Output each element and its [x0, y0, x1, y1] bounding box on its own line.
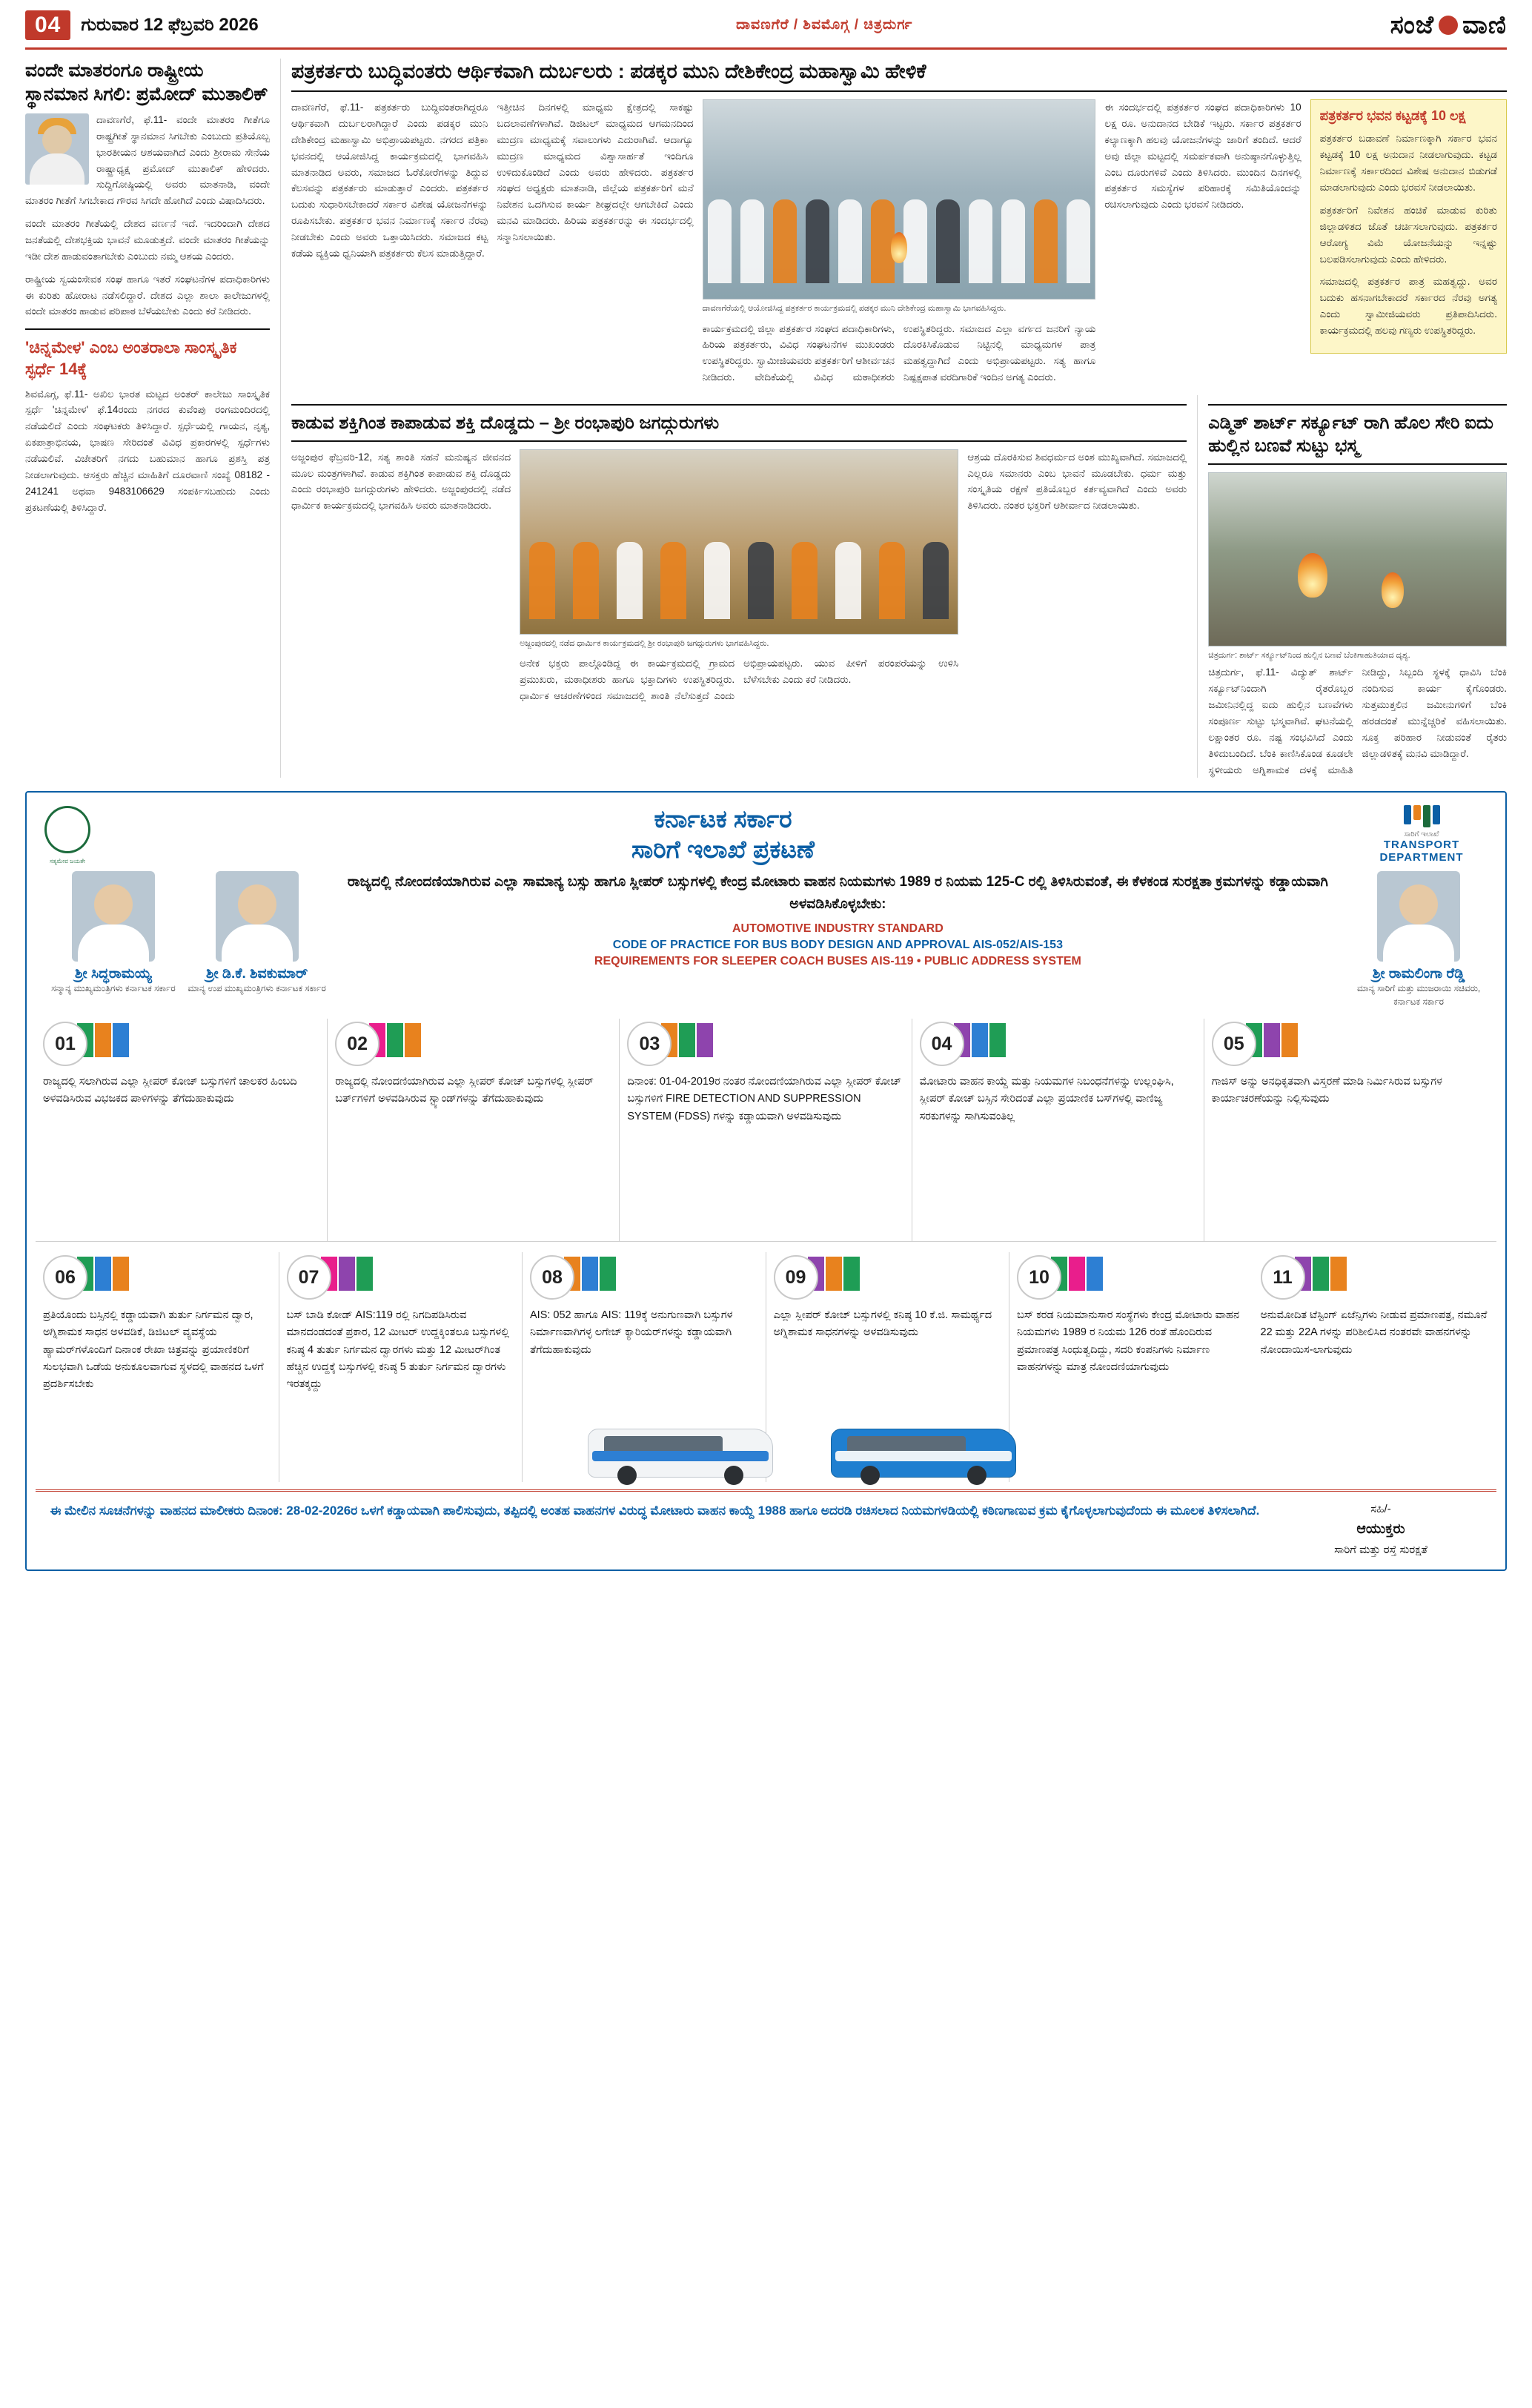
rule-number: 04: [920, 1022, 964, 1066]
story1-col-1: [291, 99, 488, 388]
dept-sub-name: ಸಾರಿಗೆ ಇಲಾಖೆ: [1404, 830, 1439, 838]
story3-headline: ಎಡ್ಮಿತ್ ಶಾರ್ಟ್ ಸರ್ಕ್ಯೂಟ್ ರಾಗಿ ಹೊಲ ಸೇರಿ ಐದು ಹುಲ್ಲಿನ ಬಣವೆ ಸುಟ್ಟು ಭಸ್ಮ: [1208, 404, 1507, 465]
second-story-row: [291, 395, 1507, 778]
story2-para-2: ಅನೇಕ ಭಕ್ತರು ಪಾಲ್ಗೊಂಡಿದ್ದ ಈ ಕಾರ್ಯಕ್ರಮದಲ್ಲಿ ಗ್ರಾಮದ ಪ್ರಮುಖರು, ಮಠಾಧೀಶರು ಹಾಗೂ ಭಕ್ತಾದಿಗಳು ಉಪಸ್ಥಿತರಿದ್ದರು. ಧಾರ್ಮಿಕ ಆಚರಣೆಗಳಿಂದ ಸಮಾಜದಲ್ಲಿ ಶಾಂತಿ ನೆಲೆಸುತ್ತದೆ ಎಂದು ಅಭಿಪ್ರಾಯಪಟ್ಟರು. ಯುವ ಪೀಳಿಗೆ ಪರಂಪರೆಯನ್ನು ಉಳಿಸಿ ಬೆಳೆಸಬೇಕು ಎಂದು ಕರೆ ನೀಡಿದರು.: [520, 658, 959, 701]
column-divider: [280, 59, 281, 778]
rule-text: ರಾಜ್ಯದಲ್ಲಿ ನೋಂದಣಿಯಾಗಿರುವ ಎಲ್ಲಾ ಸ್ಲೀಪರ್ ಕೋಚ್ ಬಸ್ಸುಗಳಲ್ಲಿ ಸ್ಲೀಪರ್ ಬರ್ತ್‌ಗಳಿಗೆ ಅಳವಡಿಸಿರುವ ಸ್ಟ್ಯಾಂಡ್‌ಗಳನ್ನು ತೆಗೆದುಹಾಕುವುದು: [335, 1076, 594, 1105]
rule-number: 08: [530, 1255, 574, 1300]
state-emblem-icon: [40, 803, 95, 865]
story2-col-1: [291, 449, 511, 704]
ad-leaders-row: [27, 871, 1505, 1008]
story1-photo: [703, 99, 1096, 300]
rule-card: [36, 1019, 328, 1241]
left-para-3: ರಾಷ್ಟ್ರೀಯ ಸ್ವಯಂಸೇವಕ ಸಂಘ ಹಾಗೂ ಇತರೆ ಸಂಘಟನೆಗಳ ಪದಾಧಿಕಾರಿಗಳು ಈ ಕುರಿತು ಹೋರಾಟ ನಡೆಸಲಿದ್ದಾರೆ. ದೇಶದ ಎಲ್ಲಾ ಶಾಲಾ ಕಾಲೇಜುಗಳಲ್ಲಿ ವಂದೇ ಮಾತರಂ ಹಾಡುವ ಪರಿಪಾಠ ಬೆಳೆಯಬೇಕು ಎಂದು ಕರೆ ನೀಡಿದರು.: [25, 273, 270, 317]
rule-text: ದಿನಾಂಕ: 01-04-2019ರ ನಂತರ ನೋಂದಣಿಯಾಗಿರುವ ಎಲ್ಲಾ ಸ್ಲೀಪರ್ ಕೋಚ್ ಬಸ್ಸುಗಳಿಗೆ FIRE DETECTION AND SUPPRESSION SYSTEM (FDSS) ಗಳನ್ನು ಕಡ್ಡಾಯವಾಗಿ ಅಳವಡಿಸುವುದು: [627, 1076, 901, 1122]
left-box-para: ಶಿವಮೊಗ್ಗ, ಫೆ.11- ಅಖಿಲ ಭಾರತ ಮಟ್ಟದ ಅಂತರ್ ಕಾಲೇಜು ಸಾಂಸ್ಕೃತಿಕ ಸ್ಪರ್ಧೆ 'ಚಿನ್ನಮೇಳ' ಫೆ.14ರಂದು ನಗರದ ಕುವೆಂಪು ರಂಗಮಂದಿರದಲ್ಲಿ ನಡೆಯಲಿದೆ ಎಂದು ಸಂಘಟಕರು ತಿಳಿಸಿದ್ದಾರೆ. ಸ್ಪರ್ಧೆಯಲ್ಲಿ ಗಾಯನ, ನೃತ್ಯ, ಏಕಪಾತ್ರಾಭಿನಯ, ಭಾಷಣ ಸೇರಿದಂತೆ ವಿವಿಧ ಪ್ರಕಾರಗಳಲ್ಲಿ ಸ್ಪರ್ಧೆಗಳು ನಡೆಯಲಿವೆ. ವಿಜೇತರಿಗೆ ನಗದು ಬಹುಮಾನ ಹಾಗೂ ಪ್ರಶಸ್ತಿ ಪತ್ರ ನೀಡಲಾಗುವುದು. ಆಸಕ್ತರು ಹೆಚ್ಚಿನ ಮಾಹಿತಿಗೆ ದೂರವಾಣಿ ಸಂಖ್ಯೆ 08182 - 241241 ಅಥವಾ 9483106629 ಸಂಪರ್ಕಿಸಬಹುದು ಎಂದು ಪ್ರಕಟಣೆಯಲ್ಲಿ ತಿಳಿಸಿದ್ದಾರೆ.: [25, 388, 270, 513]
story2-photo-caption: ಅಜ್ಜಂಪುರದಲ್ಲಿ ನಡೆದ ಧಾರ್ಮಿಕ ಕಾರ್ಯಕ್ರಮದಲ್ಲಿ ಶ್ರೀ ರಂಭಾಪುರಿ ಜಗದ್ಗುರುಗಳು ಭಾಗವಹಿಸಿದ್ದರು.: [520, 638, 769, 648]
leader-name: ಶ್ರೀ ಸಿದ್ಧರಾಮಯ್ಯ: [75, 966, 152, 982]
leader-card-cm: [42, 871, 185, 995]
ad-standard-item: REQUIREMENTS FOR SLEEPER COACH BUSES AIS-119 • PUBLIC ADDRESS SYSTEM: [594, 955, 1081, 968]
sidebox-headline: ಪತ್ರಕರ್ತರ ಭವನ ಕಟ್ಟಡಕ್ಕೆ 10 ಲಕ್ಷ: [1319, 108, 1466, 124]
leader-name: ಶ್ರೀ ರಾಮಲಿಂಗಾ ರೆಡ್ಡಿ: [1372, 966, 1465, 982]
rule-text: ಗಾಜಿಸ್ ಅನ್ನು ಅನಧಿಕೃತವಾಗಿ ವಿಸ್ತರಣೆ ಮಾಡಿ ನಿರ್ಮಿಸಿರುವ ಬಸ್ಸುಗಳ ಕಾರ್ಯಾಚರಣೆಯನ್ನು ನಿಲ್ಲಿಸುವುದು: [1211, 1076, 1442, 1105]
left-body: [25, 112, 270, 320]
rule-card: [328, 1019, 620, 1241]
story2-col-3: [967, 449, 1187, 704]
rule-number: 06: [43, 1255, 87, 1300]
bus-illustration: [588, 1415, 773, 1486]
rule-text: AIS: 052 ಹಾಗೂ AIS: 119ಕ್ಕೆ ಅನುಗುಣವಾಗಿ ಬಸ್ಸುಗಳ ನಿರ್ಮಾಣವಾಗಿಗಳ್ಳ ಲಗೇಜ್ ಕ್ಯಾರಿಯರ್‌ಗಳನ್ನು ಕಡ್ಡಾಯವಾಗಿ ತೆಗೆದುಹಾಕುವುದು: [530, 1309, 733, 1356]
ad-intro-text: ರಾಜ್ಯದಲ್ಲಿ ನೋಂದಣಿಯಾಗಿರುವ ಎಲ್ಲಾ ಸಾಮಾನ್ಯ ಬಸ್ಸು ಹಾಗೂ ಸ್ಲೀಪರ್ ಬಸ್ಸುಗಳಲ್ಲಿ ಕೇಂದ್ರ ಮೋಟಾರು ವಾಹನ ನಿಯಮಗಳು 1989 ರ ನಿಯಮ 125-C ರಲ್ಲಿ ತಿಳಿಸಿರುವಂತೆ, ಈ ಕೆಳಕಂಡ ಸುರಕ್ಷತಾ ಕ್ರಮಗಳನ್ನು ಕಡ್ಡಾಯವಾಗಿ ಅಳವಡಿಸಿಕೊಳ್ಳಬೇಕು:: [347, 874, 1328, 912]
edition-list: ದಾವಣಗೆರೆ / ಶಿವಮೊಗ್ಗ / ಚಿತ್ರದುರ್ಗ: [736, 17, 913, 33]
leader-role: ಸನ್ಮಾನ್ಯ ಮುಖ್ಯಮಂತ್ರಿಗಳು ಕರ್ನಾಟಕ ಸರ್ಕಾರ: [51, 983, 176, 994]
story2-photo-col: [520, 449, 958, 704]
left-box-body: [25, 386, 270, 516]
rule-text: ರಾಜ್ಯದಲ್ಲಿ ಸಲಾಗಿರುವ ಎಲ್ಲಾ ಸ್ಲೀಪರ್ ಕೋಚ್ ಬಸ್ಸುಗಳಿಗೆ ಚಾಲಕರ ಹಿಂಬದಿ ಅಳವಡಿಸಿರುವ ವಿಭಜಕದ ಪಾಳಿಗಳನ್ನು ತೆಗೆದುಹಾಕುವುದು: [43, 1076, 297, 1105]
story2-photo: [520, 449, 958, 635]
story1-col-2: [497, 99, 693, 388]
rule-text: ಅನುಮೋದಿತ ಟೆಸ್ಟಿಂಗ್ ಏಜೆನ್ಸಿಗಳು ನೀಡುವ ಪ್ರಮಾಣಪತ್ರ, ನಮೂನೆ 22 ಮತ್ತು 22A ಗಳನ್ನು ಪರಿಶೀಲಿಸಿದ ನಂತರವೇ ವಾಹನಗಳನ್ನು ನೋಂದಾಯಿಸ-ಲಾಗುವುದು: [1260, 1309, 1488, 1356]
leader-name: ಶ್ರೀ ಡಿ.ಕೆ. ಶಿವಕುಮಾರ್: [205, 966, 308, 982]
ad-standard-item: CODE OF PRACTICE FOR BUS BODY DESIGN AND APPROVAL AIS-052/AIS-153: [612, 939, 1063, 952]
sidebox-para-2: ಪತ್ರಕರ್ತರಿಗೆ ನಿವೇಶನ ಹಂಚಿಕೆ ಮಾಡುವ ಕುರಿತು ಜಿಲ್ಲಾಡಳಿತದ ಜೊತೆ ಚರ್ಚಿಸಲಾಗುವುದು. ಪತ್ರಕರ್ತರ ಆರೋಗ್ಯ ವಿಮೆ ಯೋಜನೆಯನ್ನು ಇನ್ನಷ್ಟು ಬಲಪಡಿಸಲಾಗುವುದು ಎಂದು ಹೇಳಿದರು.: [1319, 204, 1497, 265]
rule-number: 07: [287, 1255, 331, 1300]
left-para-1: ದಾವಣಗೆರೆ, ಫೆ.11- ವಂದೇ ಮಾತರಂ ಗೀತೆಗೂ ರಾಷ್ಟ್ರಗೀತೆ ಸ್ಥಾನಮಾನ ಸಿಗಬೇಕು ಎಂಬುದು ಪ್ರತಿಯೊಬ್ಬ ಭಾರತೀಯನ ಆಶಯವಾಗಿದೆ ಎಂದು ಶ್ರೀರಾಮ ಸೇನೆಯ ರಾಷ್ಟ್ರಾಧ್ಯಕ್ಷ ಪ್ರಮೋದ್ ಮುತಾಲಿಕ್ ಹೇಳಿದರು. ಸುದ್ದಿಗೋಷ್ಠಿಯಲ್ಲಿ ಅವರು ಮಾತನಾಡಿ, ವಂದೇ ಮಾತರಂ ಗೀತೆಗೆ ಸಿಗಬೇಕಾದ ಗೌರವ ಸಿಗದೇ ಹೋಗಿದೆ ಎಂದು ವಿಷಾದಿಸಿದರು.: [25, 114, 270, 207]
story3-body: ಚಿತ್ರದುರ್ಗ, ಫೆ.11- ವಿದ್ಯುತ್ ಶಾರ್ಟ್ ಸರ್ಕ್ಯೂಟ್‌ನಿಂದಾಗಿ ರೈತರೊಬ್ಬರ ಜಮೀನಿನಲ್ಲಿದ್ದ ಐದು ಹುಲ್ಲಿನ ಬಣವೆಗಳು ಸಂಪೂರ್ಣ ಸುಟ್ಟು ಭಸ್ಮವಾಗಿವೆ. ಘಟನೆಯಲ್ಲಿ ಲಕ್ಷಾಂತರ ರೂ. ನಷ್ಟ ಸಂಭವಿಸಿದೆ ಎಂದು ತಿಳಿದುಬಂದಿದೆ. ಬೆಂಕಿ ಕಾಣಿಸಿಕೊಂಡ ಕೂಡಲೇ ಸ್ಥಳೀಯರು ಅಗ್ನಿಶಾಮಕ ದಳಕ್ಕೆ ಮಾಹಿತಿ ನೀಡಿದ್ದು, ಸಿಬ್ಬಂದಿ ಸ್ಥಳಕ್ಕೆ ಧಾವಿಸಿ ಬೆಂಕಿ ನಂದಿಸುವ ಕಾರ್ಯ ಕೈಗೊಂಡರು. ಸುತ್ತಮುತ್ತಲಿನ ಜಮೀನುಗಳಿಗೆ ಬೆಂಕಿ ಹರಡದಂತೆ ಮುನ್ನೆಚ್ಚರಿಕೆ ವಹಿಸಲಾಯಿತು. ಸೂಕ್ತ ಪರಿಹಾರ ನೀಡುವಂತೆ ರೈತರು ಜಿಲ್ಲಾಡಳಿತಕ್ಕೆ ಮನವಿ ಮಾಡಿದ್ದಾರೆ.: [1208, 666, 1507, 775]
rule-text: ಎಲ್ಲಾ ಸ್ಲೀಪರ್ ಕೋಚ್ ಬಸ್ಸುಗಳಲ್ಲಿ ಕನಿಷ್ಠ 10 ಕೆ.ಜಿ. ಸಾಮರ್ಥ್ಯದ ಅಗ್ನಿಶಾಮಕ ಸಾಧನಗಳನ್ನು ಅಳವಡಿಸುವುದು: [773, 1309, 992, 1339]
rule-number: 01: [43, 1022, 87, 1066]
story1-para-3: ಕಾರ್ಯಕ್ರಮದಲ್ಲಿ ಜಿಲ್ಲಾ ಪತ್ರಕರ್ತರ ಸಂಘದ ಪದಾಧಿಕಾರಿಗಳು, ಹಿರಿಯ ಪತ್ರಕರ್ತರು, ವಿವಿಧ ಸಂಘಟನೆಗಳ ಮುಖಂಡರು ಉಪಸ್ಥಿತರಿದ್ದರು. ಸ್ವಾಮೀಜಿಯವರು ಪತ್ರಕರ್ತರಿಗೆ ಆಶೀರ್ವಚನ ನೀಡಿದರು. ವೇದಿಕೆಯಲ್ಲಿ ವಿವಿಧ ಮಠಾಧೀಶರು ಉಪಸ್ಥಿತರಿದ್ದರು. ಸಮಾಜದ ಎಲ್ಲಾ ವರ್ಗದ ಜನರಿಗೆ ನ್ಯಾಯ ದೊರಕಿಸಿಕೊಡುವ ನಿಟ್ಟಿನಲ್ಲಿ ಮಾಧ್ಯಮಗಳ ಪಾತ್ರ ಮಹತ್ವದ್ದಾಗಿದೆ ಎಂದು ಅಭಿಪ್ರಾಯಪಟ್ಟರು. ಸತ್ಯ ಹಾಗೂ ನಿಷ್ಪಕ್ಷಪಾತ ವರದಿಗಾರಿಕೆ ಇಂದಿನ ಅಗತ್ಯ ಎಂದರು.: [702, 322, 1096, 383]
story-divider: [1197, 395, 1198, 778]
ad-intro-block: [329, 871, 1347, 971]
rule-text: ಮೋಟಾರು ವಾಹನ ಕಾಯ್ದೆ ಮತ್ತು ನಿಯಮಗಳ ನಿಬಂಧನೆಗಳನ್ನು ಉಲ್ಲಂಘಿಸಿ, ಸ್ಲೀಪರ್ ಕೋಚ್ ಬಸ್ಸಿನ ಸೇರಿದಂತೆ ಎಲ್ಲಾ ಪ್ರಯಾಣಿಕ ಬಸ್‌ಗಳಲ್ಲಿ ವಾಣಿಜ್ಯ ಸರಕುಗಳನ್ನು ಸಾಗಿಸುವಂತಿಲ್ಲ: [919, 1076, 1174, 1122]
ad-signature: [1277, 1501, 1485, 1558]
story1-col-4: [1104, 99, 1301, 388]
ad-rules-row-1: [27, 1008, 1505, 1241]
ad-standard-item: AUTOMOTIVE INDUSTRY STANDARD: [732, 922, 944, 936]
sidebox: [1310, 99, 1507, 354]
left-headline: ವಂದೇ ಮಾತರಂಗೂ ರಾಷ್ಟ್ರೀಯ ಸ್ಥಾನಮಾನ ಸಿಗಲಿ: ಪ್ರಮೋದ್ ಮುತಾಲಿಕ್: [25, 60, 268, 105]
emblem-motto: ಸತ್ಯಮೇವ ಜಯತೇ: [50, 858, 85, 865]
story3-photo: [1208, 472, 1507, 646]
masthead-left: [25, 10, 259, 40]
rule-number: 11: [1261, 1255, 1305, 1300]
leader-role: ಮಾನ್ಯ ಉಪ ಮುಖ್ಯಮಂತ್ರಿಗಳು ಕರ್ನಾಟಕ ಸರ್ಕಾರ: [188, 983, 326, 994]
rule-card: [279, 1252, 523, 1482]
rule-number: 10: [1017, 1255, 1061, 1300]
story1-headline: ಪತ್ರಕರ್ತರು ಬುದ್ಧಿವಂತರು ಆರ್ಥಿಕವಾಗಿ ದುರ್ಬಲರು : ಪಡಕ್ಕರ ಮುನಿ ದೇಶಿಕೇಂದ್ರ ಮಹಾಸ್ವಾಮಿ ಹೇಳಿಕೆ: [291, 59, 1507, 92]
sidebox-para-3: ಸಮಾಜದಲ್ಲಿ ಪತ್ರಕರ್ತರ ಪಾತ್ರ ಮಹತ್ವದ್ದು. ಅವರ ಬದುಕು ಹಸನಾಗಬೇಕಾದರೆ ಸರ್ಕಾರದ ನೆರವು ಅಗತ್ಯ ಎಂದು ಸ್ವಾಮೀಜಿಯವರು ಪ್ರತಿಪಾದಿಸಿದರು. ಕಾರ್ಯಕ್ರಮದಲ್ಲಿ ಹಲವು ಗಣ್ಯರು ಉಪಸ್ಥಿತರಿದ್ದರು.: [1319, 276, 1497, 336]
rule-card: [766, 1252, 1010, 1482]
rule-card: [1009, 1252, 1253, 1482]
story2-para-3: ಆಶ್ರಯ ದೊರಕಿಸುವ ಶಿವಧರ್ಮದ ಅಂಶ ಮುಖ್ಯವಾಗಿದೆ. ಸಮಾಜದಲ್ಲಿ ಎಲ್ಲರೂ ಸಮಾನರು ಎಂಬ ಭಾವನೆ ಮೂಡಬೇಕು. ಧರ್ಮ ಮತ್ತು ಸಂಸ್ಕೃತಿಯ ರಕ್ಷಣೆ ಪ್ರತಿಯೊಬ್ಬರ ಕರ್ತವ್ಯವಾಗಿದೆ ಎಂದು ಅವರು ತಿಳಿಸಿದರು. ನಂತರ ಭಕ್ತರಿಗೆ ಆಶೀರ್ವಾದ ನೀಡಲಾಯಿತು.: [967, 451, 1187, 512]
ad-title-line-1: ಕರ್ನಾಟಕ ಸರ್ಕಾರ: [654, 805, 792, 833]
leader-card-minister: [1347, 871, 1490, 1008]
story1-para-2: ಇತ್ತೀಚಿನ ದಿನಗಳಲ್ಲಿ ಮಾಧ್ಯಮ ಕ್ಷೇತ್ರದಲ್ಲಿ ಸಾಕಷ್ಟು ಬದಲಾವಣೆಗಳಾಗಿವೆ. ಡಿಜಿಟಲ್ ಮಾಧ್ಯಮದ ಆಗಮನದಿಂದ ಮುದ್ರಣ ಮಾಧ್ಯಮಕ್ಕೆ ಸವಾಲುಗಳು ಎದುರಾಗಿವೆ. ಆದಾಗ್ಯೂ ಮುದ್ರಣ ಮಾಧ್ಯಮದ ವಿಶ್ವಾಸಾರ್ಹತೆ ಇಂದಿಗೂ ಉಳಿದುಕೊಂಡಿದೆ ಎಂದು ಅವರು ಹೇಳಿದರು. ಪತ್ರಕರ್ತರ ಸಂಘದ ಅಧ್ಯಕ್ಷರು ಮಾತನಾಡಿ, ಜಿಲ್ಲೆಯ ಪತ್ರಕರ್ತರಿಗೆ ಮನೆ ನಿವೇಶನ ಒದಗಿಸುವ ಕಾರ್ಯ ಶೀಘ್ರದಲ್ಲೇ ಆಗಬೇಕಿದೆ ಎಂದು ಮನವಿ ಮಾಡಿದರು. ಹಿರಿಯ ಪತ್ರಕರ್ತರನ್ನು ಈ ಸಂದರ್ಭದಲ್ಲಿ ಸನ್ಮಾನಿಸಲಾಯಿತು.: [497, 102, 694, 242]
story1-photo-col: [703, 99, 1096, 388]
ad-standards-list: [339, 922, 1337, 968]
transport-department-advertisement: [25, 791, 1507, 1570]
masthead: [25, 0, 1507, 50]
sign-role: ಸಾರಿಗೆ ಮತ್ತು ರಸ್ತೆ ಸುರಕ್ಷತೆ: [1334, 1543, 1427, 1556]
story2-para-1: ಅಜ್ಜಂಪುರ ಫೆಬ್ರವರಿ-12, ಸತ್ಯ ಶಾಂತಿ ಸಹನೆ ಮನುಷ್ಯನ ಜೀವನದ ಮೂಲ ಮಂತ್ರಗಳಾಗಿವೆ. ಕಾಡುವ ಶಕ್ತಿಗಿಂತ ಕಾಪಾಡುವ ಶಕ್ತಿ ದೊಡ್ಡದು ಎಂದು ರಂಭಾಪುರಿ ಜಗದ್ಗುರುಗಳು ಹೇಳಿದರು. ಅಜ್ಜಂಪುರದಲ್ಲಿ ನಡೆದ ಧಾರ್ಮಿಕ ಕಾರ್ಯಕ್ರಮದಲ್ಲಿ ಭಾಗವಹಿಸಿ ಅವರು ಮಾತನಾಡಿದರು.: [291, 451, 511, 512]
left-column: [25, 59, 270, 778]
rule-card: [620, 1019, 912, 1241]
ad-footer-text: ಈ ಮೇಲಿನ ಸೂಚನೆಗಳನ್ನು ವಾಹನದ ಮಾಲೀಕರು ದಿನಾಂಕ: 28-02-2026ರ ಒಳಗೆ ಕಡ್ಡಾಯವಾಗಿ ಪಾಲಿಸುವುದು, ತಪ್ಪಿದಲ್ಲಿ ಅಂತಹ ವಾಹನಗಳ ವಿರುದ್ಧ ಮೋಟಾರು ವಾಹನ ಕಾಯ್ದೆ 1988 ಹಾಗೂ ಅದರಡಿ ರಚಿಸಲಾದ ನಿಯಮಗಳಡಿಯಲ್ಲಿ ಕಠಿಣಗಾಣುವ ಕ್ರಮ ಕೈಗೊಳ್ಳಲಾಗುವುದೆಂದು ಈ ಮೂಲಕ ತಿಳಿಸಲಾಗಿದೆ.: [50, 1504, 1260, 1518]
transport-dept-logo: [1351, 805, 1492, 864]
story2-block: [291, 395, 1187, 778]
story1-photo-caption: ದಾವಣಗೆರೆಯಲ್ಲಿ ಆಯೋಜಿಸಿದ್ದ ಪತ್ರಕರ್ತರ ಕಾರ್ಯಕ್ರಮದಲ್ಲಿ ಪಡಕ್ಕರ ಮುನಿ ದೇಶಿಕೇಂದ್ರ ಮಹಾಸ್ವಾಮಿ ಭಾಗವಹಿಸಿದ್ದರು.: [702, 304, 1007, 314]
leader-photo: [72, 871, 155, 962]
logo-dot-icon: [1439, 16, 1458, 35]
news-area: [25, 50, 1507, 778]
story2-headline: ಕಾಡುವ ಶಕ್ತಿಗಿಂತ ಕಾಪಾಡುವ ಶಕ್ತಿ ದೊಡ್ಡದು – ಶ್ರೀ ರಂಭಾಪುರಿ ಜಗದ್ಗುರುಗಳು: [291, 404, 1187, 442]
ad-title-line-2: ಸಾರಿಗೆ ಇಲಾಖೆ ಪ್ರಕಟಣೆ: [631, 836, 815, 864]
rule-number: 09: [774, 1255, 818, 1300]
rule-number: 03: [627, 1022, 672, 1066]
ad-footer: [36, 1489, 1496, 1569]
ad-rules-row-2: [27, 1242, 1505, 1482]
photo-people-group: [703, 164, 1095, 283]
masthead-logo: [1390, 11, 1507, 40]
logo-text-2: ವಾಣಿ: [1462, 10, 1507, 39]
rule-card: [1204, 1019, 1496, 1241]
publication-date: ಗುರುವಾರ 12 ಫೆಬ್ರವರಿ 2026: [81, 15, 259, 35]
rule-text: ಬಸ್ ಬಾಡಿ ಕೋಡ್ AIS:119 ರಲ್ಲಿ ನಿಗದಿಪಡಿಸಿರುವ ಮಾನದಂಡದಂತೆ ಪ್ರಕಾರ, 12 ಮೀಟರ್ ಉದ್ದಕ್ಕಿಂತಲೂ ಬಸ್ಸುಗಳಲ್ಲಿ ಕನಿಷ್ಠ 4 ತುರ್ತು ನಿರ್ಗಮನ ದ್ವಾರಗಳು ಮತ್ತು 12 ಮೀಟರ್‌ಗಿಂತ ಹೆಚ್ಚಿನ ಉದ್ದಕ್ಕೆ ಬಸ್ಸುಗಳಲ್ಲಿ ಕನಿಷ್ಠ 5 ತುರ್ತು ನಿರ್ಗಮನ ದ್ವಾರಗಳು ಇರತಕ್ಕದ್ದು: [286, 1309, 510, 1390]
story1-grid: [291, 99, 1507, 388]
rule-card: [1253, 1252, 1497, 1482]
ad-header: [27, 793, 1505, 871]
left-para-2: ವಂದೇ ಮಾತರಂ ಗೀತೆಯಲ್ಲಿ ದೇಶದ ವರ್ಣನೆ ಇದೆ. ಇದರಿಂದಾಗಿ ದೇಶದ ಜನತೆಯಲ್ಲಿ ದೇಶಭಕ್ತಿಯ ಭಾವನೆ ಮೂಡುತ್ತದೆ. ವಂದೇ ಮಾತರಂ ಗೀತೆಯನ್ನು ಇಡೀ ದೇಶ ಹಾಡುವಂತಾಗಬೇಕು ಎಂಬುದು ನಮ್ಮ ಆಶಯ ಎಂದರು.: [25, 218, 270, 262]
bus-illustration: [831, 1415, 1016, 1486]
leader-card-dcm: [185, 871, 329, 995]
leader-role: ಮಾನ್ಯ ಸಾರಿಗೆ ಮತ್ತು ಮುಜರಾಯಿ ಸಚಿವರು, ಕರ್ನಾಟಕ ಸರ್ಕಾರ: [1356, 983, 1481, 1007]
sign-prefix: ಸಹಿ/-: [1370, 1503, 1391, 1516]
left-box-headline: 'ಚಿನ್ನಮೇಳ' ಎಂಬ ಅಂತರಾಲಾ ಸಾಂಸ್ಕೃತಿಕ ಸ್ಫರ್ಧೆ 14ಕ್ಕೆ: [25, 328, 270, 380]
story3-photo-caption: ಚಿತ್ರದುರ್ಗ: ಶಾರ್ಟ್ ಸರ್ಕ್ಯೂಟ್‌ನಿಂದ ಹುಲ್ಲಿನ ಬಣವೆ ಬೆಂಕಿಗಾಹುತಿಯಾದ ದೃಶ್ಯ.: [1208, 650, 1410, 660]
ad-title: [108, 804, 1338, 865]
page-number: 04: [25, 10, 70, 40]
rule-card: [523, 1252, 766, 1482]
story3-block: [1208, 395, 1507, 778]
leader-photo: [1377, 871, 1460, 962]
leader-photo: [216, 871, 299, 962]
rule-text: ಪ್ರತಿಯೊಂದು ಬಸ್ಸಿನಲ್ಲಿ ಕಡ್ಡಾಯವಾಗಿ ತುರ್ತು ನಿರ್ಗಮನ ದ್ವಾರ, ಅಗ್ನಿಶಾಮಕ ಸಾಧನ ಅಳವಡಿಕೆ, ಡಿಜಿಟಲ್ ವ್ಯವಸ್ಥೆಯ ಹ್ಯಾಮರ್‌ಗಳೊಂದಿಗೆ ದಿನಾಂಕ ರೇಖಾ ಚಿತ್ರವನ್ನು ಪ್ರಯಾಣಿಕರಿಗೆ ಸುಲಭವಾಗಿ ಒಡೆಯ ಅನುಕೂಲವಾಗುವ ಸ್ಥಳದಲ್ಲಿ ವಾಹನದ ಒಳಗೆ ಪ್ರದರ್ಶಿಸಬೇಕು: [43, 1309, 264, 1390]
rule-text: ಬಸ್ ಕರಡ ನಿಯಮಾನುಸಾರ ಸಂಸ್ಥೆಗಳು ಕೇಂದ್ರ ಮೋಟಾರು ವಾಹನ ನಿಯಮಗಳು 1989 ರ ನಿಯಮ 126 ರಂತೆ ಹೊಂದಿರುವ ಪ್ರಮಾಣಪತ್ರ ಸಿಂಧುತ್ವದಿದ್ದು, ಸದರಿ ಕಂಪನಿಗಳು ನಿರ್ಮಾಣ ವಾಹನಗಳನ್ನು ಮಾತ್ರ ನೋಂದಣಿಯಾಗುವುದು: [1017, 1309, 1240, 1373]
rule-card: [912, 1019, 1204, 1241]
rule-number: 05: [1212, 1022, 1256, 1066]
dept-name: TRANSPORT DEPARTMENT: [1379, 838, 1464, 864]
portrait-photo: [25, 113, 89, 185]
rule-card: [36, 1252, 279, 1482]
rule-number: 02: [335, 1022, 379, 1066]
sign-name: ಆಯುಕ್ತರು: [1356, 1521, 1405, 1538]
lamp-flame-icon: [891, 232, 907, 263]
logo-text-1: ಸಂಜೆ: [1390, 10, 1435, 39]
story1-para-4: ಈ ಸಂದರ್ಭದಲ್ಲಿ ಪತ್ರಕರ್ತರ ಸಂಘದ ಪದಾಧಿಕಾರಿಗಳು 10 ಲಕ್ಷ ರೂ. ಅನುದಾನದ ಬೇಡಿಕೆ ಇಟ್ಟರು. ಸರ್ಕಾರ ಪತ್ರಕರ್ತರ ಕಲ್ಯಾಣಕ್ಕಾಗಿ ಹಲವು ಯೋಜನೆಗಳನ್ನು ಜಾರಿಗೆ ತಂದಿದೆ. ಆದರೆ ಅವು ಜಿಲ್ಲಾ ಮಟ್ಟದಲ್ಲಿ ಸಮರ್ಪಕವಾಗಿ ಅನುಷ್ಠಾನಗೊಳ್ಳುತ್ತಿಲ್ಲ ಎಂಬ ದೂರುಗಳಿವೆ ಎಂದು ತಿಳಿಸಿದರು. ಮುಂದಿನ ದಿನಗಳಲ್ಲಿ ಪತ್ರಕರ್ತರ ಸಮಸ್ಯೆಗಳ ಪರಿಹಾರಕ್ಕೆ ಸಮಿತಿಯೊಂದನ್ನು ರಚಿಸಲಾಗುವುದು ಎಂದು ಭರವಸೆ ನೀಡಿದರು.: [1104, 102, 1301, 211]
sidebox-para-1: ಪತ್ರಕರ್ತರ ಬಡಾವಣೆ ನಿರ್ಮಾಣಕ್ಕಾಗಿ ಸರ್ಕಾರ ಭವನ ಕಟ್ಟಡಕ್ಕೆ 10 ಲಕ್ಷ ಅನುದಾನ ನೀಡಲಾಗುವುದು. ಕಟ್ಟಡ ನಿರ್ಮಾಣಕ್ಕೆ ಸರ್ಕಾರದಿಂದ ವಿಶೇಷ ಅನುದಾನ ಬಿಡುಗಡೆ ಮಾಡಲಾಗುವುದು ಎಂದು ಭರವಸೆ ನೀಡಲಾಯಿತು.: [1319, 133, 1497, 194]
dept-logo-bars-icon: [1351, 805, 1492, 827]
story1-para-1: ದಾವಣಗೆರೆ, ಫೆ.11- ಪತ್ರಕರ್ತರು ಬುದ್ಧಿವಂತರಾಗಿದ್ದರೂ ಆರ್ಥಿಕವಾಗಿ ದುರ್ಬಲರಾಗಿದ್ದಾರೆ ಎಂದು ಪಡಕ್ಕರ ಮುನಿ ದೇಶಿಕೇಂದ್ರ ಮಹಾಸ್ವಾಮಿ ಅಭಿಪ್ರಾಯಪಟ್ಟರು. ನಗರದ ಪತ್ರಿಕಾ ಭವನದಲ್ಲಿ ಆಯೋಜಿಸಿದ್ದ ಕಾರ್ಯಕ್ರಮದಲ್ಲಿ ಭಾಗವಹಿಸಿ ಮಾತನಾಡಿದ ಅವರು, ಸಮಾಜದ ಓರೆಕೋರೆಗಳನ್ನು ತಿದ್ದುವ ಕೆಲಸವನ್ನು ಪತ್ರಕರ್ತರು ಮಾಡುತ್ತಾರೆ ಎಂದರು. ಪತ್ರಕರ್ತರ ಬದುಕು ಸುಧಾರಿಸಬೇಕಾದರೆ ಸರ್ಕಾರ ವಿಶೇಷ ಯೋಜನೆಗಳನ್ನು ರೂಪಿಸಬೇಕು. ಪತ್ರಕರ್ತರ ಭವನ ನಿರ್ಮಾಣಕ್ಕೆ ಸರ್ಕಾರ ನೆರವು ನೀಡಬೇಕು ಎಂದು ಅವರು ಒತ್ತಾಯಿಸಿದರು. ಸಮಾಜದ ಕಟ್ಟ ಕಡೆಯ ವ್ಯಕ್ತಿಯ ಧ್ವನಿಯಾಗಿ ಪತ್ರಕರ್ತರು ಕೆಲಸ ಮಾಡುತ್ತಿದ್ದಾರೆ.: [291, 102, 488, 259]
story1-sidebox-col: [1310, 99, 1507, 388]
main-column: [291, 59, 1507, 778]
